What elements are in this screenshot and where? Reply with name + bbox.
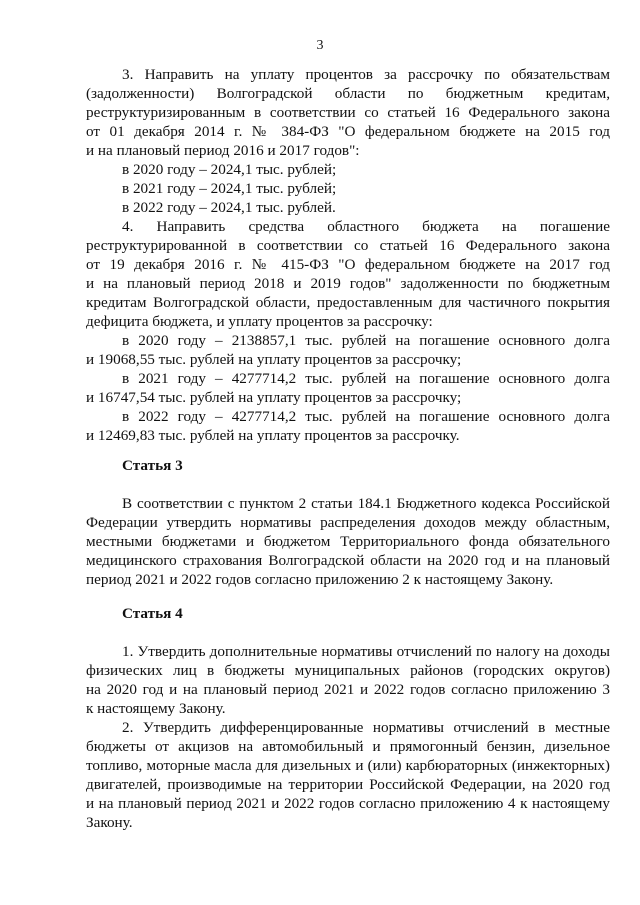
text-line: и на плановый период 2018 и 2019 годов" задолженности по бюджетным [86,275,610,292]
text-line: в 2020 году – 2024,1 тыс. рублей; [122,161,337,178]
text-line: дефицита бюджета, и уплату процентов за рассрочку: [86,313,433,330]
text-line: и 16747,54 тыс. рублей на уплату процентов за рассрочку; [86,389,462,406]
text-line: в 2022 году – 4277714,2 тыс. рублей на погашение основного долга [122,408,610,425]
text-line: и на плановый период 2016 и 2017 годов": [86,142,360,159]
text-line: и 19068,55 тыс. рублей на уплату процентов за рассрочку; [86,351,462,368]
text-line: в 2022 году – 2024,1 тыс. рублей. [122,199,336,216]
text-line: 3. Направить на уплату процентов за рассрочку по обязательствам [122,66,610,83]
text-line: в 2021 году – 2024,1 тыс. рублей; [122,180,337,197]
article-heading: Статья 3 [122,457,183,474]
text-line: в 2021 году – 4277714,2 тыс. рублей на погашение основного долга [122,370,610,387]
text-line: бюджеты от акцизов на автомобильный и прямогонный бензин, дизельное [86,738,610,755]
text-line: период 2021 и 2022 годов согласно приложению 2 к настоящему Закону. [86,571,554,588]
text-line: реструктурированной в соответствии со статьей 16 Федерального закона [86,237,610,254]
text-line: медицинского страхования Волгоградской области на 2020 год и на плановый [86,552,610,569]
text-line: в 2020 году – 2138857,1 тыс. рублей на погашение основного долга [122,332,610,349]
text-line: 1. Утвердить дополнительные нормативы отчислений по налогу на доходы [122,643,610,660]
text-line: от 19 декабря 2016 г. № 415-ФЗ "О федеральном бюджете на 2017 год [86,256,610,273]
text-line: к настоящему Закону. [86,700,226,717]
text-line: В соответствии с пунктом 2 статьи 184.1 Бюджетного кодекса Российской [122,495,610,512]
text-line: (задолженности) Волгоградской области по бюджетным кредитам, [86,85,610,102]
text-line: на 2020 год и на плановый период 2021 и 2022 годов согласно приложению 3 [86,681,610,698]
text-line: Федерации утвердить нормативы распределения доходов между областным, [86,514,610,531]
text-line: и на плановый период 2021 и 2022 годов согласно приложению 4 к настоящему [86,795,610,812]
text-line: и 12469,83 тыс. рублей на уплату процентов за рассрочку. [86,427,460,444]
text-line: двигателей, производимые на территории Российской Федерации, на 2020 год [86,776,610,793]
text-line: 4. Направить средства областного бюджета на погашение [122,218,610,235]
text-line: топливо, моторные масла для дизельных и (или) карбюраторных (инжекторных) [86,757,610,774]
text-line: реструктуризированным в соответствии со статьей 16 Федерального закона [86,104,610,121]
article-heading: Статья 4 [122,605,183,622]
text-line: 2. Утвердить дифференцированные нормативы отчислений в местные [122,719,610,736]
text-line: местными бюджетами и бюджетом Территориального фонда обязательного [86,533,610,550]
text-line: Закону. [86,814,133,831]
text-line: кредитам Волгоградской области, предоставленным для частичного покрытия [86,294,610,311]
text-line: физических лиц в бюджеты муниципальных районов (городских округов) [86,662,610,679]
page-number: 3 [316,38,324,53]
text-line: от 01 декабря 2014 г. № 384-ФЗ "О федеральном бюджете на 2015 год [86,123,610,140]
